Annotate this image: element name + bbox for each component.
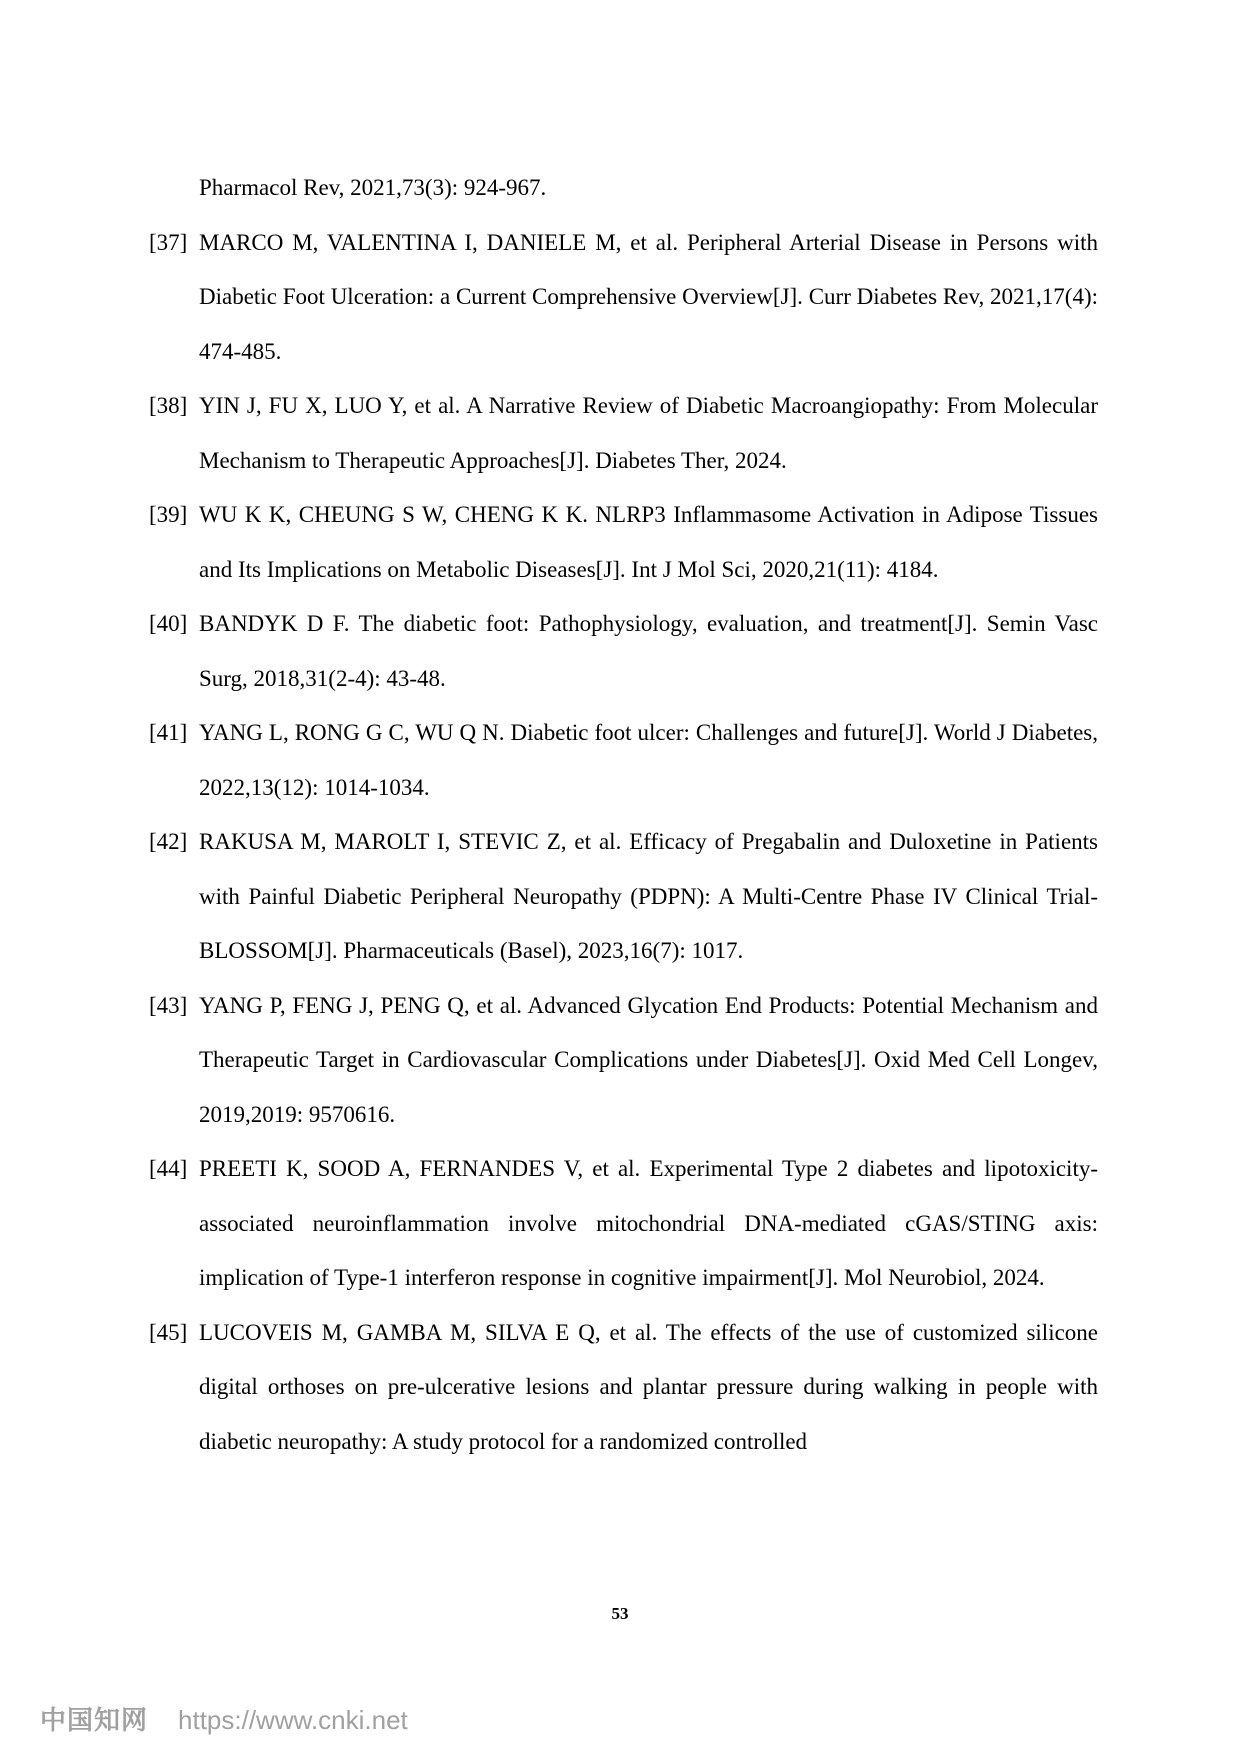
reference-number: [43] xyxy=(149,992,188,1018)
reference-text: Pharmacol Rev, 2021,73(3): 924-967. xyxy=(199,175,547,200)
reference-item xyxy=(149,488,1098,597)
reference-list xyxy=(149,161,1098,1469)
reference-item xyxy=(149,706,1098,815)
reference-item xyxy=(149,161,1098,216)
reference-text: LUCOVEIS M, GAMBA M, SILVA E Q, et al. The effects of the use of customized silicone digital orthoses on pre-ulcerative lesions and plantar pressure during walking in people with diabetic neuropathy: A study protocol for a randomized controlled xyxy=(199,1319,1098,1454)
reference-text: YIN J, FU X, LUO Y, et al. A Narrative Review of Diabetic Macroangiopathy: From Molecular Mechanism to Therapeutic Approaches[J]. Diabetes Ther, 2024. xyxy=(199,393,1098,473)
watermark-url: https://www.cnki.net xyxy=(178,1705,408,1735)
cnki-watermark xyxy=(40,1700,408,1737)
reference-text: BANDYK D F. The diabetic foot: Pathophysiology, evaluation, and treatment[J]. Semin Vasc Surg, 2018,31(2-4): 43-48. xyxy=(199,611,1098,691)
reference-text: PREETI K, SOOD A, FERNANDES V, et al. Experimental Type 2 diabetes and lipotoxicity-associated neuroinflammation involve mitochondrial DNA-mediated cGAS/STING axis: implication of Type-1 interferon response in cognitive impairment[J]. Mol Neurobiol, 2024. xyxy=(199,1156,1098,1290)
reference-item xyxy=(149,597,1098,706)
reference-number: [37] xyxy=(149,229,188,255)
reference-text: WU K K, CHEUNG S W, CHENG K K. NLRP3 Inflammasome Activation in Adipose Tissues and Its Implications on Metabolic Diseases[J]. Int J Mol Sci, 2020,21(11): 4184. xyxy=(199,502,1098,582)
reference-text: YANG P, FENG J, PENG Q, et al. Advanced Glycation End Products: Potential Mechanism and Therapeutic Target in Cardiovascular Complications under Diabetes[J]. Oxid Med Cell Longev, 2019,2019: 9570616. xyxy=(199,992,1098,1127)
reference-number: [39] xyxy=(149,502,188,527)
reference-item xyxy=(149,1306,1098,1470)
reference-text: MARCO M, VALENTINA I, DANIELE M, et al. Peripheral Arterial Disease in Persons with Diabetic Foot Ulceration: a Current Comprehensive Overview[J]. Curr Diabetes Rev, 2021,17(4): 474-485. xyxy=(199,229,1098,364)
reference-item xyxy=(149,815,1098,979)
reference-number: [40] xyxy=(149,611,188,636)
reference-number: [42] xyxy=(149,829,188,854)
watermark-brand: 中国知网 xyxy=(40,1706,149,1736)
reference-item xyxy=(149,216,1098,380)
reference-text: RAKUSA M, MAROLT I, STEVIC Z, et al. Efficacy of Pregabalin and Duloxetine in Patients with Painful Diabetic Peripheral Neuropathy (PDPN): A Multi-Centre Phase IV Clinical Trial-BLOSSOM[J]. Pharmaceuticals (Basel), 2023,16(7): 1017. xyxy=(199,829,1098,963)
reference-number: [38] xyxy=(149,393,188,418)
reference-item xyxy=(149,379,1098,488)
page-number: 53 xyxy=(611,1604,629,1623)
reference-number: [45] xyxy=(149,1319,188,1345)
reference-item xyxy=(149,1142,1098,1306)
reference-text: YANG L, RONG G C, WU Q N. Diabetic foot ulcer: Challenges and future[J]. World J Diabetes, 2022,13(12): 1014-1034. xyxy=(199,720,1098,800)
reference-number: [44] xyxy=(149,1156,188,1181)
reference-number: [41] xyxy=(149,720,188,745)
reference-item xyxy=(149,979,1098,1143)
